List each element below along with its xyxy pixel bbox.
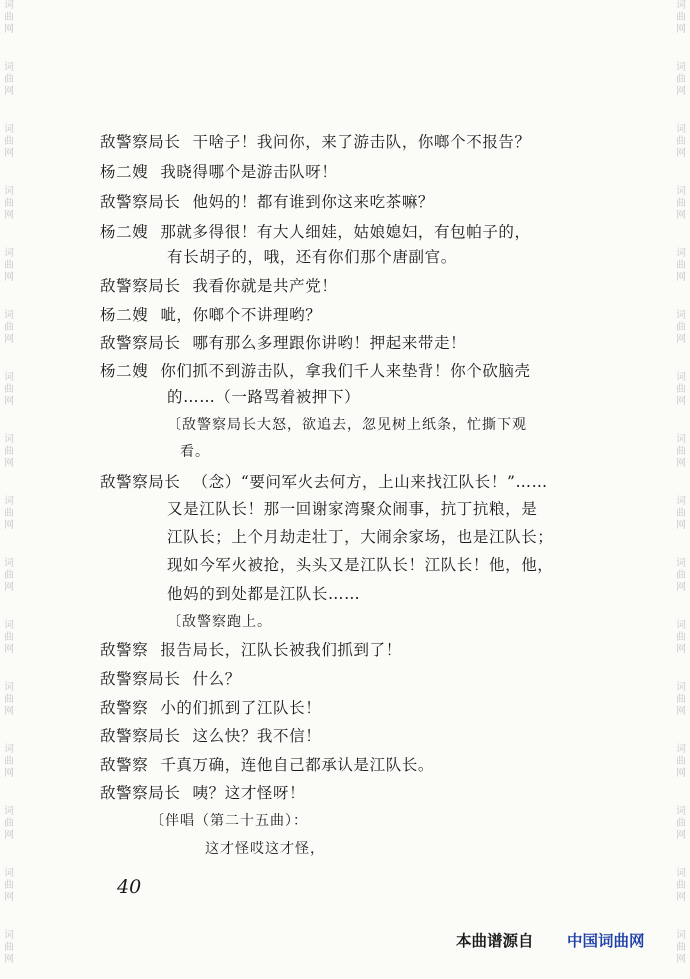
dialogue-line: [100, 274, 337, 296]
lyric-line: [205, 838, 325, 858]
dialogue-line: [100, 303, 321, 325]
watermark-text: 词 曲 网: [676, 124, 686, 159]
speech: 小的们抓到了江队长！: [160, 699, 322, 717]
watermark-text: 词 曲 网: [676, 0, 686, 35]
watermark-text: 词 曲 网: [676, 806, 686, 841]
watermark-text: 词 曲 网: [4, 248, 14, 283]
watermark-text: 词 曲 网: [4, 310, 14, 345]
continuation-line: [167, 525, 553, 547]
speech: 那就多得很！有大人细娃，姑娘媳妇，有包帕子的，: [160, 223, 531, 241]
watermark-text: 词 曲 网: [4, 186, 14, 221]
watermark-text: 词 曲 网: [4, 806, 14, 841]
dialogue-line: [100, 724, 321, 746]
watermark-text: 词 曲 网: [4, 868, 14, 903]
speaker: 杨二嫂: [100, 362, 149, 380]
stage-direction: [167, 414, 527, 434]
continuation-line: [167, 582, 360, 604]
site-name: 中国词曲网: [567, 932, 645, 950]
watermark-text: 词 曲 网: [4, 620, 14, 655]
watermark-text: 词 曲 网: [4, 62, 14, 97]
speech: 什么？: [192, 670, 241, 688]
dialogue-line: [100, 470, 548, 492]
speaker: 敌警察: [100, 756, 149, 774]
dialogue-line: [100, 359, 531, 381]
watermark-text: 词 曲 网: [676, 310, 686, 345]
watermark-text: 词 曲 网: [676, 558, 686, 593]
watermark-text: 词 曲 网: [676, 434, 686, 469]
continuation-line: [167, 497, 537, 519]
speech: 看。: [180, 444, 210, 460]
speech: 这么快？我不信！: [192, 727, 322, 745]
dialogue-line: [100, 696, 321, 718]
watermark-text: 词 曲 网: [676, 186, 686, 221]
stage-direction: [150, 810, 308, 830]
stage-direction: [167, 611, 272, 631]
speaker: 敌警察局长: [100, 193, 181, 211]
page-number: 40: [117, 876, 142, 898]
speaker: 敌警察局长: [100, 727, 181, 745]
speaker: 杨二嫂: [100, 223, 149, 241]
watermark-text: 词 曲 网: [676, 372, 686, 407]
speech: 他妈的到处都是江队长……: [167, 585, 361, 603]
speech: 咦？这才怪呀！: [192, 784, 306, 802]
watermark-text: 词 曲 网: [4, 558, 14, 593]
speech: 千真万确，连他自己都承认是江队长。: [160, 756, 435, 774]
speech: 这才怪哎这才怪，: [205, 841, 325, 857]
dialogue-line: [100, 331, 466, 353]
dialogue-line: [100, 781, 305, 803]
dialogue-line: [100, 220, 531, 242]
speech: 〔敌警察跑上。: [167, 614, 272, 630]
watermark-text: 词 曲 网: [4, 372, 14, 407]
watermark-text: 词 曲 网: [676, 930, 686, 965]
speaker: 敌警察局长: [100, 473, 181, 491]
watermark-text: 词 曲 网: [4, 434, 14, 469]
dialogue-line: [100, 130, 531, 152]
speaker: 敌警察局长: [100, 133, 181, 151]
speech: （念）“要问军火去何方，上山来找江队长！”……: [192, 473, 548, 491]
speech: 的……（一路骂着被押下）: [167, 388, 361, 406]
watermark-text: 词 曲 网: [676, 744, 686, 779]
speech: 报告局长，江队长被我们抓到了！: [160, 641, 402, 659]
watermark-text: 词 曲 网: [676, 620, 686, 655]
speech: 〔敌警察局长大怒，欲追去，忽见树上纸条，忙撕下观: [167, 417, 527, 433]
speech: 呲，你啷个不讲理哟？: [160, 306, 322, 324]
speech: 你们抓不到游击队，拿我们千人来垫背！你个砍脑壳: [160, 362, 531, 380]
dialogue-line: [100, 638, 402, 660]
speaker: 敌警察: [100, 699, 149, 717]
speech: 现如今军火被抢，头头又是江队长！江队长！他，他，: [167, 556, 554, 574]
continuation-line: [167, 385, 360, 407]
speaker: 杨二嫂: [100, 163, 149, 181]
speech: 干啥子！我问你，来了游击队，你啷个不报告？: [192, 133, 531, 151]
speech: 哪有那么多理跟你讲哟！押起来带走！: [192, 334, 467, 352]
dialogue-line: [100, 753, 434, 775]
speaker: 敌警察局长: [100, 784, 181, 802]
watermark-text: 词 曲 网: [4, 682, 14, 717]
speaker: 敌警察: [100, 641, 149, 659]
stage-direction: [180, 441, 210, 461]
watermark-text: 词 曲 网: [4, 496, 14, 531]
speaker: 敌警察局长: [100, 670, 181, 688]
speech: 我晓得哪个是游击队呀！: [160, 163, 338, 181]
watermark-text: 词 曲 网: [4, 124, 14, 159]
dialogue-line: [100, 667, 241, 689]
speech: 有长胡子的，哦，还有你们那个唐副官。: [167, 248, 457, 266]
dialogue-line: [100, 190, 434, 212]
speech: 他妈的！都有谁到你这来吃茶嘛？: [192, 193, 435, 211]
watermark-text: 词 曲 网: [676, 62, 686, 97]
continuation-line: [167, 245, 457, 267]
speech: 〔伴唱（第二十五曲）：: [150, 813, 308, 829]
speech: 江队长；上个月劫走壮丁，大闹余家场，也是江队长；: [167, 528, 554, 546]
watermark-text: 词 曲 网: [676, 496, 686, 531]
watermark-text: 词 曲 网: [4, 930, 14, 965]
speaker: 杨二嫂: [100, 306, 149, 324]
watermark-text: 词 曲 网: [676, 868, 686, 903]
source-label: 本曲谱源自: [456, 932, 534, 950]
watermark-text: 词 曲 网: [4, 0, 14, 35]
speech: 我看你就是共产党！: [192, 277, 338, 295]
watermark-text: 词 曲 网: [676, 248, 686, 283]
speaker: 敌警察局长: [100, 334, 181, 352]
watermark-text: 词 曲 网: [676, 682, 686, 717]
speaker: 敌警察局长: [100, 277, 181, 295]
speech: 又是江队长！那一回谢家湾聚众闹事，抗丁抗粮，是: [167, 500, 538, 518]
continuation-line: [167, 553, 553, 575]
dialogue-line: [100, 160, 337, 182]
watermark-text: 词 曲 网: [4, 744, 14, 779]
